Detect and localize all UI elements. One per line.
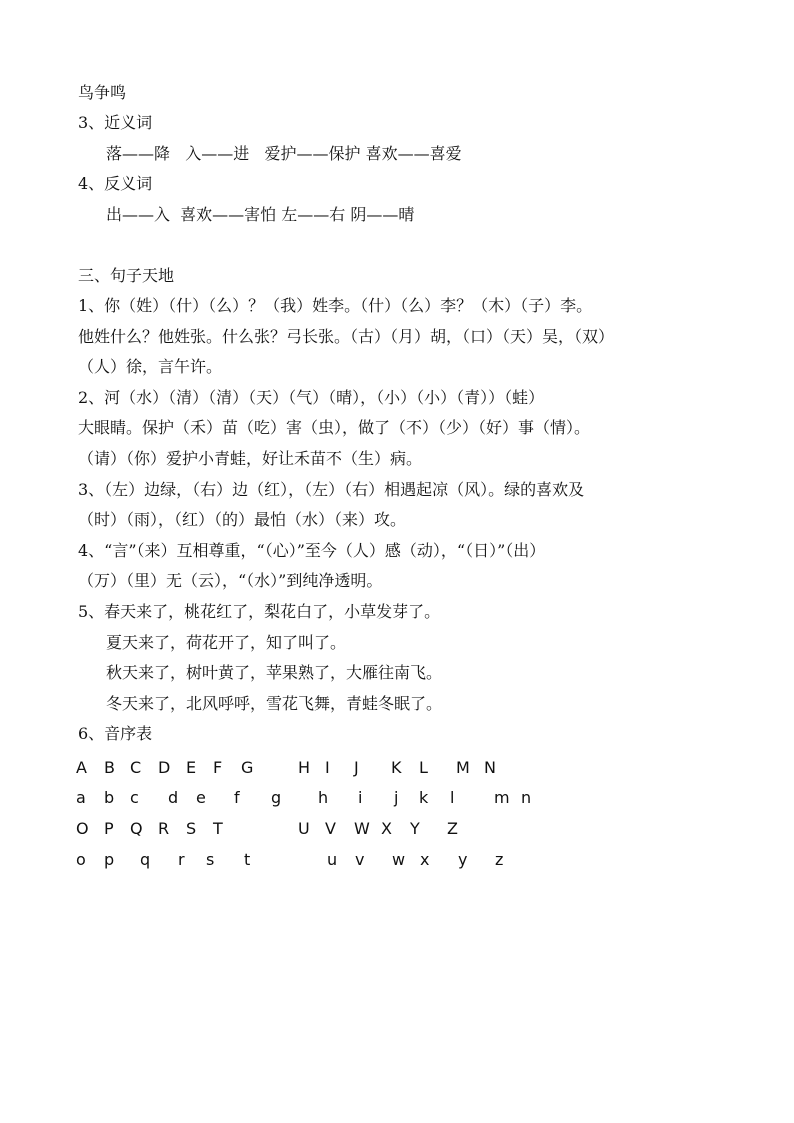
alphabet-letter: O	[76, 819, 89, 838]
alphabet-letter: B	[104, 758, 115, 777]
alphabet-letter: X	[381, 819, 392, 838]
alphabet-letter: s	[206, 850, 215, 869]
text-line: （请）（你）爱护小青蛙，好让禾苗不（生）病。	[78, 449, 423, 468]
alphabet-letter: W	[354, 819, 370, 838]
alphabet-letter: P	[104, 819, 114, 838]
alphabet-letter: R	[158, 819, 170, 838]
alphabet-letter: T	[213, 819, 223, 838]
alphabet-letter: N	[484, 758, 496, 777]
alphabet-letter: w	[392, 850, 406, 869]
antonyms-line: 出——入 喜欢——害怕 左——右 阴——晴	[106, 205, 415, 224]
alphabet-letter: J	[354, 758, 359, 777]
alphabet-letter: Q	[130, 819, 143, 838]
text-line: 他姓什么？他姓张。什么张？弓长张。（古）（月）胡，（口）（天）吴，（双）	[78, 327, 615, 346]
text-line: 冬天来了，北风呼呼，雪花飞舞，青蛙冬眠了。	[106, 694, 443, 713]
alphabet-letter: a	[76, 788, 86, 807]
alphabet-letter: L	[419, 758, 428, 777]
alphabet-letter: b	[104, 788, 115, 807]
alphabet-letter: c	[130, 788, 139, 807]
heading-antonyms: 4、反义词	[78, 174, 153, 193]
heading-alphabet: 6、音序表	[78, 724, 153, 743]
alphabet-letter: S	[186, 819, 197, 838]
alphabet-letter: o	[76, 850, 86, 869]
text-line: 5、春天来了，桃花红了，梨花白了，小草发芽了。	[78, 602, 441, 621]
heading-synonyms: 3、近义词	[78, 113, 153, 132]
alphabet-letter: Z	[447, 819, 458, 838]
alphabet-letter: Y	[410, 819, 420, 838]
alphabet-letter: n	[521, 788, 532, 807]
alphabet-letter: r	[178, 850, 185, 869]
alphabet-letter: I	[325, 758, 330, 777]
alphabet-letter: t	[244, 850, 251, 869]
alphabet-letter: F	[213, 758, 223, 777]
alphabet-letter: h	[318, 788, 329, 807]
alphabet-letter: M	[456, 758, 470, 777]
alphabet-letter: V	[325, 819, 336, 838]
alphabet-letter: l	[450, 788, 455, 807]
alphabet-letter: D	[158, 758, 171, 777]
alphabet-letter: C	[130, 758, 142, 777]
alphabet-letter: m	[494, 788, 510, 807]
text-line: 3、（左）边绿，（右）边（红），（左）（右）相遇起凉（风）。绿的喜欢及	[78, 480, 585, 499]
text-line: （时）（雨），（红）（的）最怕（水）（来）攻。	[78, 510, 407, 529]
alphabet-letter: q	[140, 850, 151, 869]
text-line: 4、“言”（来）互相尊重，“（心）”至今（人）感（动），“（日）”（出）	[78, 541, 546, 560]
text-line: 秋天来了，树叶黄了，苹果熟了，大雁往南飞。	[106, 663, 443, 682]
text-line: 大眼睛。保护（禾）苗（吃）害（虫），做了（不）（少）（好）事（情）。	[78, 418, 591, 437]
alphabet-letter: f	[234, 788, 240, 807]
text-line: （人）徐，言午许。	[78, 357, 223, 376]
text-line: 夏天来了，荷花开了，知了叫了。	[106, 633, 347, 652]
alphabet-letter: y	[458, 850, 468, 869]
section-heading: 三、句子天地	[78, 266, 175, 285]
alphabet-letter: j	[394, 788, 399, 807]
synonyms-line: 落——降 入——进 爱护——保护 喜欢——喜爱	[106, 144, 462, 163]
alphabet-letter: u	[327, 850, 338, 869]
alphabet-letter: A	[76, 758, 87, 777]
alphabet-letter: H	[298, 758, 311, 777]
alphabet-letter: k	[419, 788, 429, 807]
alphabet-letter: e	[196, 788, 206, 807]
text-line: 2、河（水）（清）（清）（天）（气）（晴），（小）（小）（青））（蛙）	[78, 388, 545, 407]
text-line: 鸟争鸣	[78, 83, 127, 102]
text-line: 1、你（姓）（什）（么）？（我）姓李。（什）（么）李？（木）（子）李。	[78, 296, 593, 315]
alphabet-letter: i	[358, 788, 363, 807]
alphabet-letter: v	[355, 850, 365, 869]
alphabet-letter: d	[168, 788, 179, 807]
text-line: （万）（里）无（云），“（水）”到纯净透明。	[78, 571, 383, 590]
alphabet-letter: x	[420, 850, 430, 869]
alphabet-letter: g	[271, 788, 282, 807]
alphabet-letter: G	[241, 758, 254, 777]
alphabet-letter: K	[391, 758, 402, 777]
alphabet-letter: U	[298, 819, 310, 838]
alphabet-letter: p	[104, 850, 115, 869]
alphabet-letter: E	[186, 758, 197, 777]
alphabet-letter: z	[495, 850, 504, 869]
